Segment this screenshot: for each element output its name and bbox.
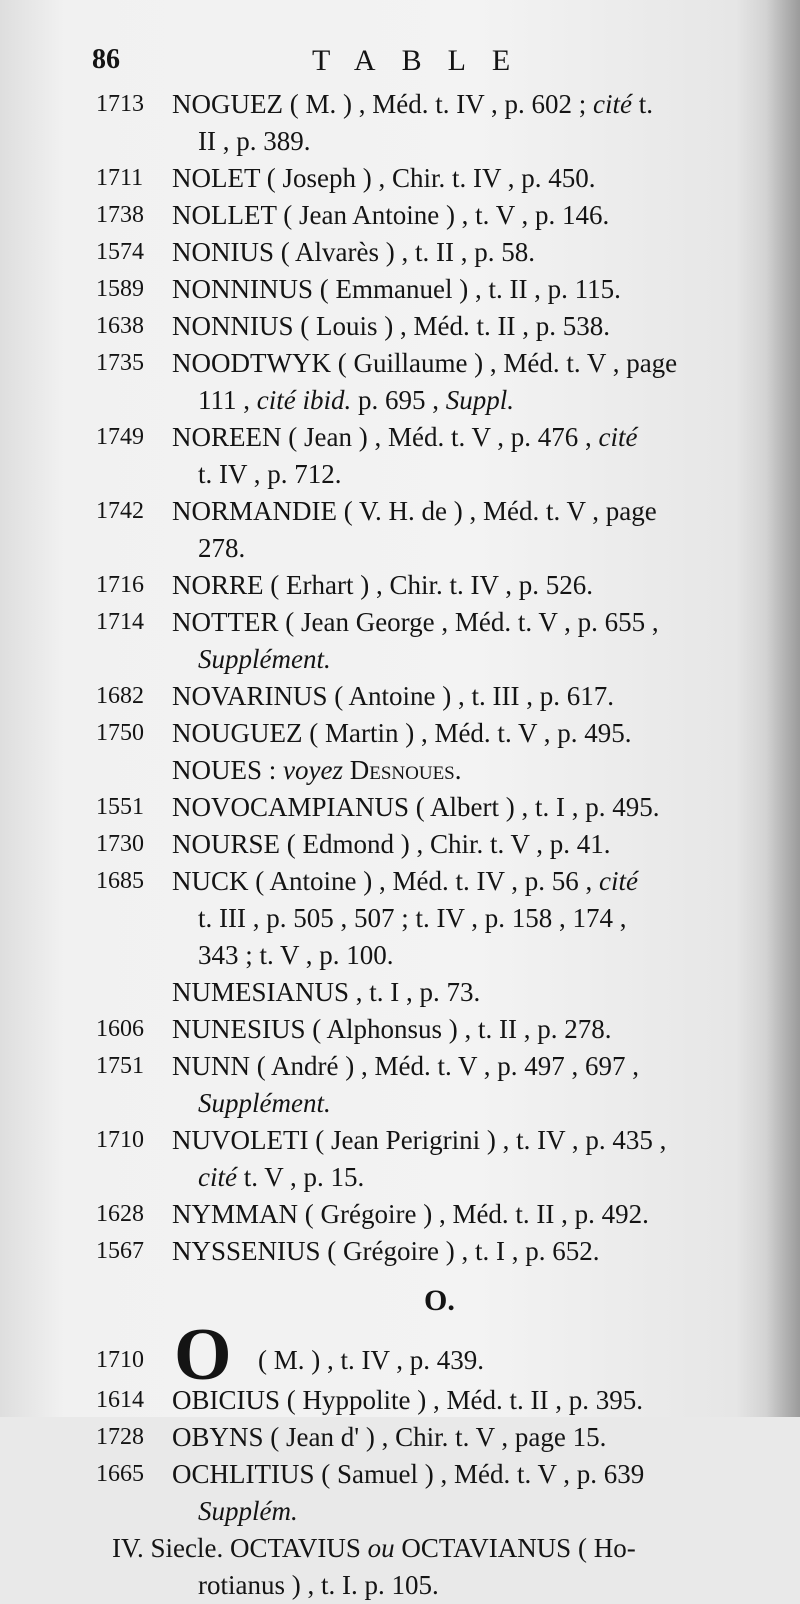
entry-text: NONNIUS ( Louis ) , Méd. t. II , p. 538. [172, 311, 610, 341]
entry-text: NUMESIANUS , t. I , p. 73. [172, 977, 481, 1007]
entry-year: 1735 [96, 350, 144, 376]
entry-text: NOREEN ( Jean ) , Méd. t. V , p. 476 , cité [172, 422, 638, 452]
entry-text: NUNN ( André ) , Méd. t. V , p. 497 , 697 , [172, 1051, 639, 1081]
entry-text-continued: Supplém. [198, 1496, 298, 1526]
index-entry [0, 678, 800, 715]
entry-text: ( M. ) , t. IV , p. 439. [258, 1345, 484, 1375]
entry-year: 1750 [96, 720, 144, 746]
entry-text-continued: Supplément. [198, 644, 331, 674]
entry-text: NOODTWYK ( Guillaume ) , Méd. t. V , page [172, 348, 678, 378]
entry-text: NOLET ( Joseph ) , Chir. t. IV , p. 450. [172, 163, 596, 193]
index-entry [0, 567, 800, 604]
index-entry [0, 1530, 800, 1567]
running-title: TABLE [312, 44, 537, 77]
entry-text: OBYNS ( Jean d' ) , Chir. t. V , page 15. [172, 1422, 607, 1452]
entry-text: IV. Siecle. OCTAVIUS ou OCTAVIANUS ( Ho- [112, 1533, 636, 1563]
entry-text-continued: Supplément. [198, 1088, 331, 1118]
entry-year: 1589 [96, 276, 144, 302]
entry-text: OCHLITIUS ( Samuel ) , Méd. t. V , p. 639 [172, 1459, 645, 1489]
index-entry [0, 1122, 800, 1159]
page-number: 86 [92, 44, 120, 75]
index-entry [0, 308, 800, 345]
entry-text: rotianus ) , t. I. p. 105. [198, 1570, 439, 1600]
entry-year: 1574 [96, 239, 144, 265]
entry-text: NOUES : voyez Desnoues. [172, 755, 462, 785]
entry-text: NYMMAN ( Grégoire ) , Méd. t. II , p. 492. [172, 1199, 649, 1229]
entry-year: 1606 [96, 1016, 144, 1042]
entry-text-continued: 278. [198, 533, 246, 563]
entry-year: 1728 [96, 1424, 144, 1450]
index-entry [0, 1419, 800, 1456]
entry-text: NUVOLETI ( Jean Perigrini ) , t. IV , p. 435 , [172, 1125, 667, 1155]
entry-text: NOUGUEZ ( Martin ) , Méd. t. V , p. 495. [172, 718, 632, 748]
entry-year: 1682 [96, 683, 144, 709]
entry-year: 1716 [96, 572, 144, 598]
entry-text-continued: II , p. 389. [198, 126, 311, 156]
entry-year: 1713 [96, 91, 144, 117]
entry-year: 1742 [96, 498, 144, 524]
index-entry [0, 715, 800, 752]
section-heading-label: O. [424, 1284, 455, 1317]
index-entry-continuation [0, 123, 800, 160]
entry-text: OBICIUS ( Hyppolite ) , Méd. t. II , p. 395. [172, 1385, 643, 1415]
entry-year: 1711 [96, 165, 144, 191]
index-entry-continuation [0, 1493, 800, 1530]
index-entry [0, 1196, 800, 1233]
index-entry-continuation [0, 1085, 800, 1122]
index-entry-continuation [0, 1567, 800, 1604]
entry-text-continued: 343 ; t. V , p. 100. [198, 940, 394, 970]
index-entry-continuation [0, 937, 800, 974]
entry-text-continued: 111 , cité ibid. p. 695 , Suppl. [198, 385, 515, 415]
index-entry-continuation [0, 641, 800, 678]
entry-year: 1730 [96, 831, 144, 857]
entry-text: NOTTER ( Jean George , Méd. t. V , p. 655 , [172, 607, 659, 637]
index-entry [0, 345, 800, 382]
index-entry [0, 826, 800, 863]
index-entry [0, 1011, 800, 1048]
entry-text: NUNESIUS ( Alphonsus ) , t. II , p. 278. [172, 1014, 612, 1044]
index-entry [0, 789, 800, 826]
index-entry [0, 419, 800, 456]
entry-text: NOLLET ( Jean Antoine ) , t. V , p. 146. [172, 200, 610, 230]
entry-year: 1628 [96, 1201, 144, 1227]
entry-text-continued: t. III , p. 505 , 507 ; t. IV , p. 158 , 174 , [198, 903, 627, 933]
index-entry [0, 160, 800, 197]
index-entry [0, 1048, 800, 1085]
section-heading [0, 1270, 800, 1326]
entry-text-continued: cité t. V , p. 15. [198, 1162, 365, 1192]
index-entry [0, 1233, 800, 1270]
index-entry [0, 493, 800, 530]
entry-year: 1638 [96, 313, 144, 339]
index-entry [0, 234, 800, 271]
index-entry-continuation [0, 1159, 800, 1196]
entry-text: NOVARINUS ( Antoine ) , t. III , p. 617. [172, 681, 614, 711]
entry-text: NYSSENIUS ( Grégoire ) , t. I , p. 652. [172, 1236, 600, 1266]
entry-text: NORMANDIE ( V. H. de ) , Méd. t. V , page [172, 496, 657, 526]
entry-year: 1714 [96, 609, 144, 635]
index-entry-continuation [0, 900, 800, 937]
index-entry [0, 752, 800, 789]
entry-text: NUCK ( Antoine ) , Méd. t. IV , p. 56 , cité [172, 866, 638, 896]
entry-year: 1738 [96, 202, 144, 228]
drop-cap-letter: O [174, 1314, 232, 1396]
index-entry-continuation [0, 456, 800, 493]
entry-text-continued: t. IV , p. 712. [198, 459, 342, 489]
index-entry [0, 974, 800, 1011]
index-entry [0, 1382, 800, 1419]
entry-text: NOURSE ( Edmond ) , Chir. t. V , p. 41. [172, 829, 611, 859]
entry-year: 1751 [96, 1053, 144, 1079]
index-entry [0, 197, 800, 234]
index-entry [0, 863, 800, 900]
index-entry-dropcap [0, 1314, 800, 1396]
entry-text: NONIUS ( Alvarès ) , t. II , p. 58. [172, 237, 535, 267]
entry-year: 1665 [96, 1461, 144, 1487]
index-entry [0, 1456, 800, 1493]
entry-text: NORRE ( Erhart ) , Chir. t. IV , p. 526. [172, 570, 593, 600]
index-entry [0, 86, 800, 123]
entry-text: NOVOCAMPIANUS ( Albert ) , t. I , p. 495. [172, 792, 660, 822]
entry-year: 1685 [96, 868, 144, 894]
entry-year: 1749 [96, 424, 144, 450]
entry-year: 1567 [96, 1238, 144, 1264]
index-entries [0, 86, 800, 1604]
entry-year: 1710 [96, 1347, 144, 1373]
entry-text: NOGUEZ ( M. ) , Méd. t. IV , p. 602 ; cité t. [172, 89, 653, 119]
entry-year: 1614 [96, 1387, 144, 1413]
index-entry [0, 604, 800, 641]
entry-year: 1710 [96, 1127, 144, 1153]
running-header [92, 44, 752, 84]
entry-year: 1551 [96, 794, 144, 820]
index-entry-continuation [0, 530, 800, 567]
index-entry [0, 271, 800, 308]
entry-text: NONNINUS ( Emmanuel ) , t. II , p. 115. [172, 274, 621, 304]
index-entry-continuation [0, 382, 800, 419]
